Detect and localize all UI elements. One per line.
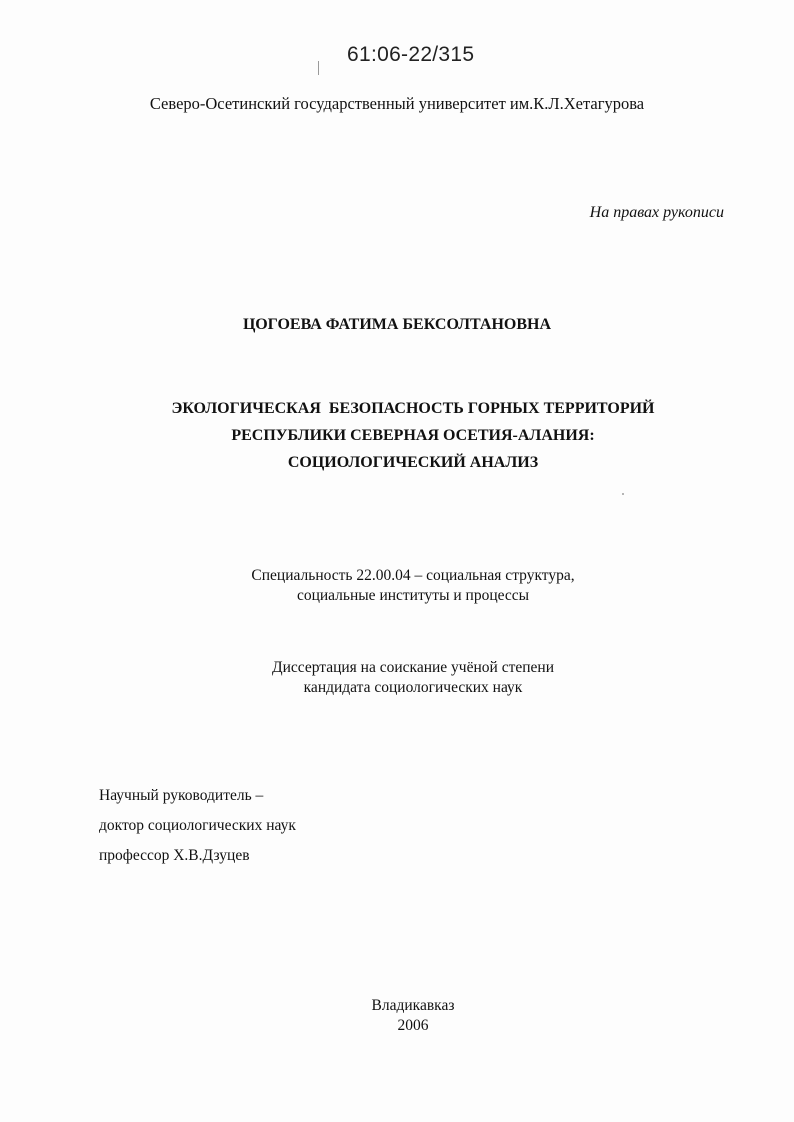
- place-and-year: [0, 996, 794, 1036]
- title-line: РЕСПУБЛИКИ СЕВЕРНАЯ ОСЕТИЯ-АЛАНИЯ:: [231, 427, 595, 444]
- specialty-block: [0, 566, 794, 606]
- year: 2006: [397, 1017, 429, 1034]
- degree-block: [0, 658, 794, 698]
- supervisor-line: профессор Х.В.Дзуцев: [99, 847, 250, 864]
- author-name: ЦОГОЕВА ФАТИМА БЕКСОЛТАНОВНА: [242, 316, 552, 333]
- supervisor-block: [99, 781, 296, 871]
- supervisor-line: доктор социологических наук: [99, 817, 296, 834]
- degree-line: кандидата социологических наук: [303, 679, 523, 696]
- specialty-line: Специальность 22.00.04 – социальная структура,: [251, 567, 575, 584]
- degree-line: Диссертация на соискание учёной степени: [272, 659, 554, 676]
- manuscript-note: На правах рукописи: [589, 204, 724, 221]
- university-name: Северо-Осетинский государственный университет им.К.Л.Хетагурова: [149, 94, 645, 113]
- scan-speck: [622, 493, 624, 495]
- supervisor-line: Научный руководитель –: [99, 787, 264, 804]
- scan-mark: [318, 61, 319, 75]
- catalog-number: 61:06-22/315: [347, 43, 475, 66]
- dissertation-title: [0, 395, 794, 476]
- title-line: ЭКОЛОГИЧЕСКАЯ БЕЗОПАСНОСТЬ ГОРНЫХ ТЕРРИТОРИЙ: [171, 400, 655, 417]
- city: Владикавказ: [371, 997, 455, 1014]
- specialty-line: социальные институты и процессы: [296, 587, 530, 604]
- title-line: СОЦИОЛОГИЧЕСКИЙ АНАЛИЗ: [287, 454, 539, 471]
